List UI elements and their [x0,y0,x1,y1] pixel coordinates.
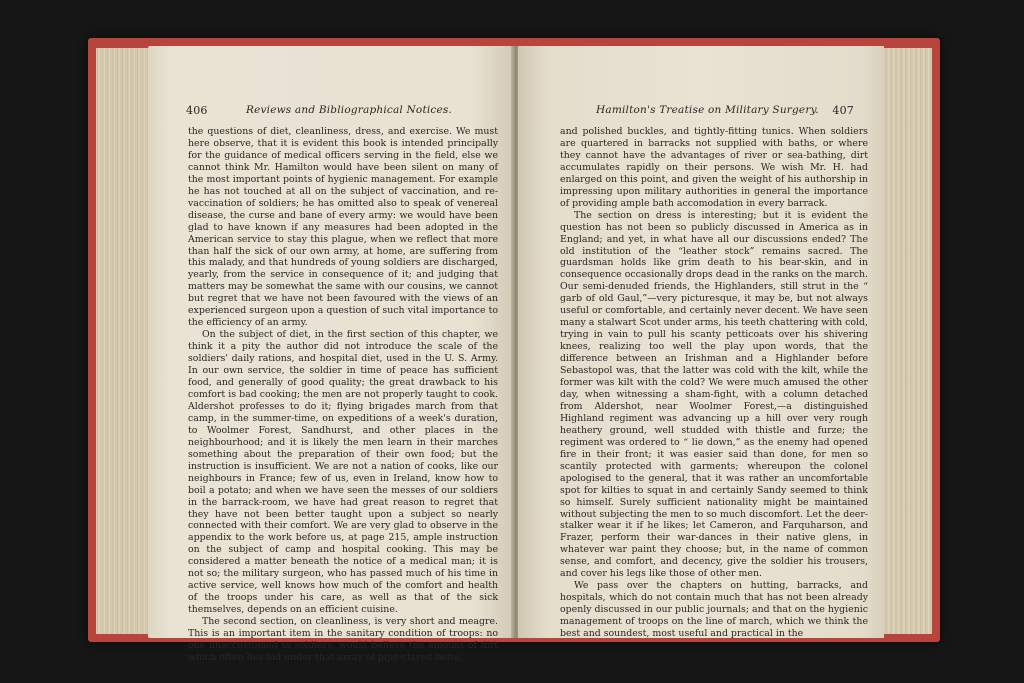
page-edges-left [96,48,150,634]
left-page-number: 406 [186,104,208,117]
right-paragraph-1: and polished buckles, and tightly-fitting tunics. When soldiers are quartered in barracks not supplied with baths, or where they cannot have the advantages of river or sea-bathing, dirt accumulates rapidly on their persons. We wish Mr. H. had enlarged on this point, and given the weight of his authorship in impressing upon military authorities in general the importance of providing ample bath accomodation in every barrack. [560,126,868,209]
left-page [148,46,514,663]
left-running-title: Reviews and Bibliographical Notices. [246,104,453,116]
page-edges-right [882,48,932,634]
right-paragraph-2: The section on dress is interesting; but it is evident the question has not been so publicly discussed in America as in England; and yet, in what have all our discussions ended? The old institution of the “leather stock” remains sacred. The guardsman holds like grim death to his bear-skin, and in consequence occasionally drops dead in the ranks on the march. Our semi-denuded friends, the Highlanders, still strut in the “ garb of old Gaul,”—very picturesque, it may be, but not always useful or comfortable, and certainly never decent. We have seen many a stalwart Scot under arms, his teeth chattering with cold, trying in vain to pull his scanty petticoats over his shivering knees, realizing too well the play upon words, that the difference between an Irishman and a Highlander before Sebastopol was, that the latter was cold with the kilt, while the former was kilt with the cold? We were much amused the other day, when witnessing a sham-fight, with a column detached from Aldershot, near Woolmer Forest,—a distinguished Highland regiment was advancing up a hill over very rough heathery ground, well studded with thistle and furze; the regiment was ordered to “ lie down,” as the enemy had opened fire in their front; it was easier said than done, for men so scantily protected with garments; whereupon the colonel apologised to the general, that it was rather an uncomfortable spot for kilties to squat in and certainly Sandy seemed to think so himself. Surely sufficient nationality might be maintained without subjecting the men to so much discomfort. Let the deer-stalker wear it if he likes; let Cameron, and Farquharson, and Frazer, perform their war-dances in their native glens, in whatever war paint they choose; but, in the name of common sense, and comfort, and decency, give the soldier his trousers, and cover his legs like those of other men. [560,209,868,580]
right-paragraph-3: We pass over the chapters on hutting, barracks, and hospitals, which do not contain much that has not been already openly discussed in our public journals; and that on the hygienic management of troops on the line of march, which we think the best and soundest, most useful and practical in the [560,580,868,640]
left-body-text [188,126,498,664]
right-body-text [560,126,868,640]
right-running-title: Hamilton's Treatise on Military Surgery. [596,104,819,116]
left-paragraph-1: the questions of diet, cleanliness, dress, and exercise. We must here observe, that it is evident this book is intended principally for the guidance of medical officers serving in the field, else we cannot think Mr. Hamilton would have been silent on many of the most important points of hygienic management. For example he has not touched at all on the subject of vaccination, and re-vaccination of soldiers; he has omitted also to speak of venereal disease, the curse and bane of every army: we would have been glad to have known if any measures had been adopted in the American service to stay this plague, when we reflect that more than half the sick of our own army, at home, are suffering from this malady, and that hundreds of young soldiers are discharged, yearly, from the service in consequence of it; and judging that matters may be somewhat the same with our cousins, we cannot but regret that we have not been favoured with the views of an experienced surgeon upon a question of such vital importance to the efficiency of an army. [188,126,498,329]
left-paragraph-3: The second section, on cleanliness, is very short and meagre. This is an important item in the sanitary condition of troops: no one unaccustomed to soldiers, would believe the amount of dirt which often lies hid under that array of pipe-clayed belts, [188,616,498,663]
right-page [518,46,884,638]
right-page-number: 407 [832,104,854,117]
left-paragraph-2: On the subject of diet, in the first section of this chapter, we think it a pity the author did not introduce the scale of the soldiers' daily rations, and hospital diet, used in the U. S. Army. In our own service, the soldier in time of peace has sufficient food, and generally of good quality; the great drawback to his comfort is bad cooking; the men are not properly taught to cook. Aldershot professes to do it; flying brigades march from that camp, in the summer-time, on expeditions of a week's duration, to Woolmer Forest, Sandhurst, and other places in the neighbourhood; and it is likely the men learn in their marches something about the preparation of their own food; but the instruction is insufficient. We are not a nation of cooks, like our neighbours in France; few of us, even in Ireland, know how to boil a potato; and when we have seen the messes of our soldiers in the barrack-room, we have had great reason to regret that they have not been better taught upon a subject so nearly connected with their comfort. We are very glad to observe in the appendix to the work before us, at page 215, ample instruction on the subject of camp and hospital cooking. This may be considered a matter beneath the notice of a medical man; it is not so; the military surgeon, who has passed much of his time in active service, well knows how much of the comfort and health of the troops under his care, as well as that of the sick themselves, depends on an efficient cuisine. [188,329,498,616]
